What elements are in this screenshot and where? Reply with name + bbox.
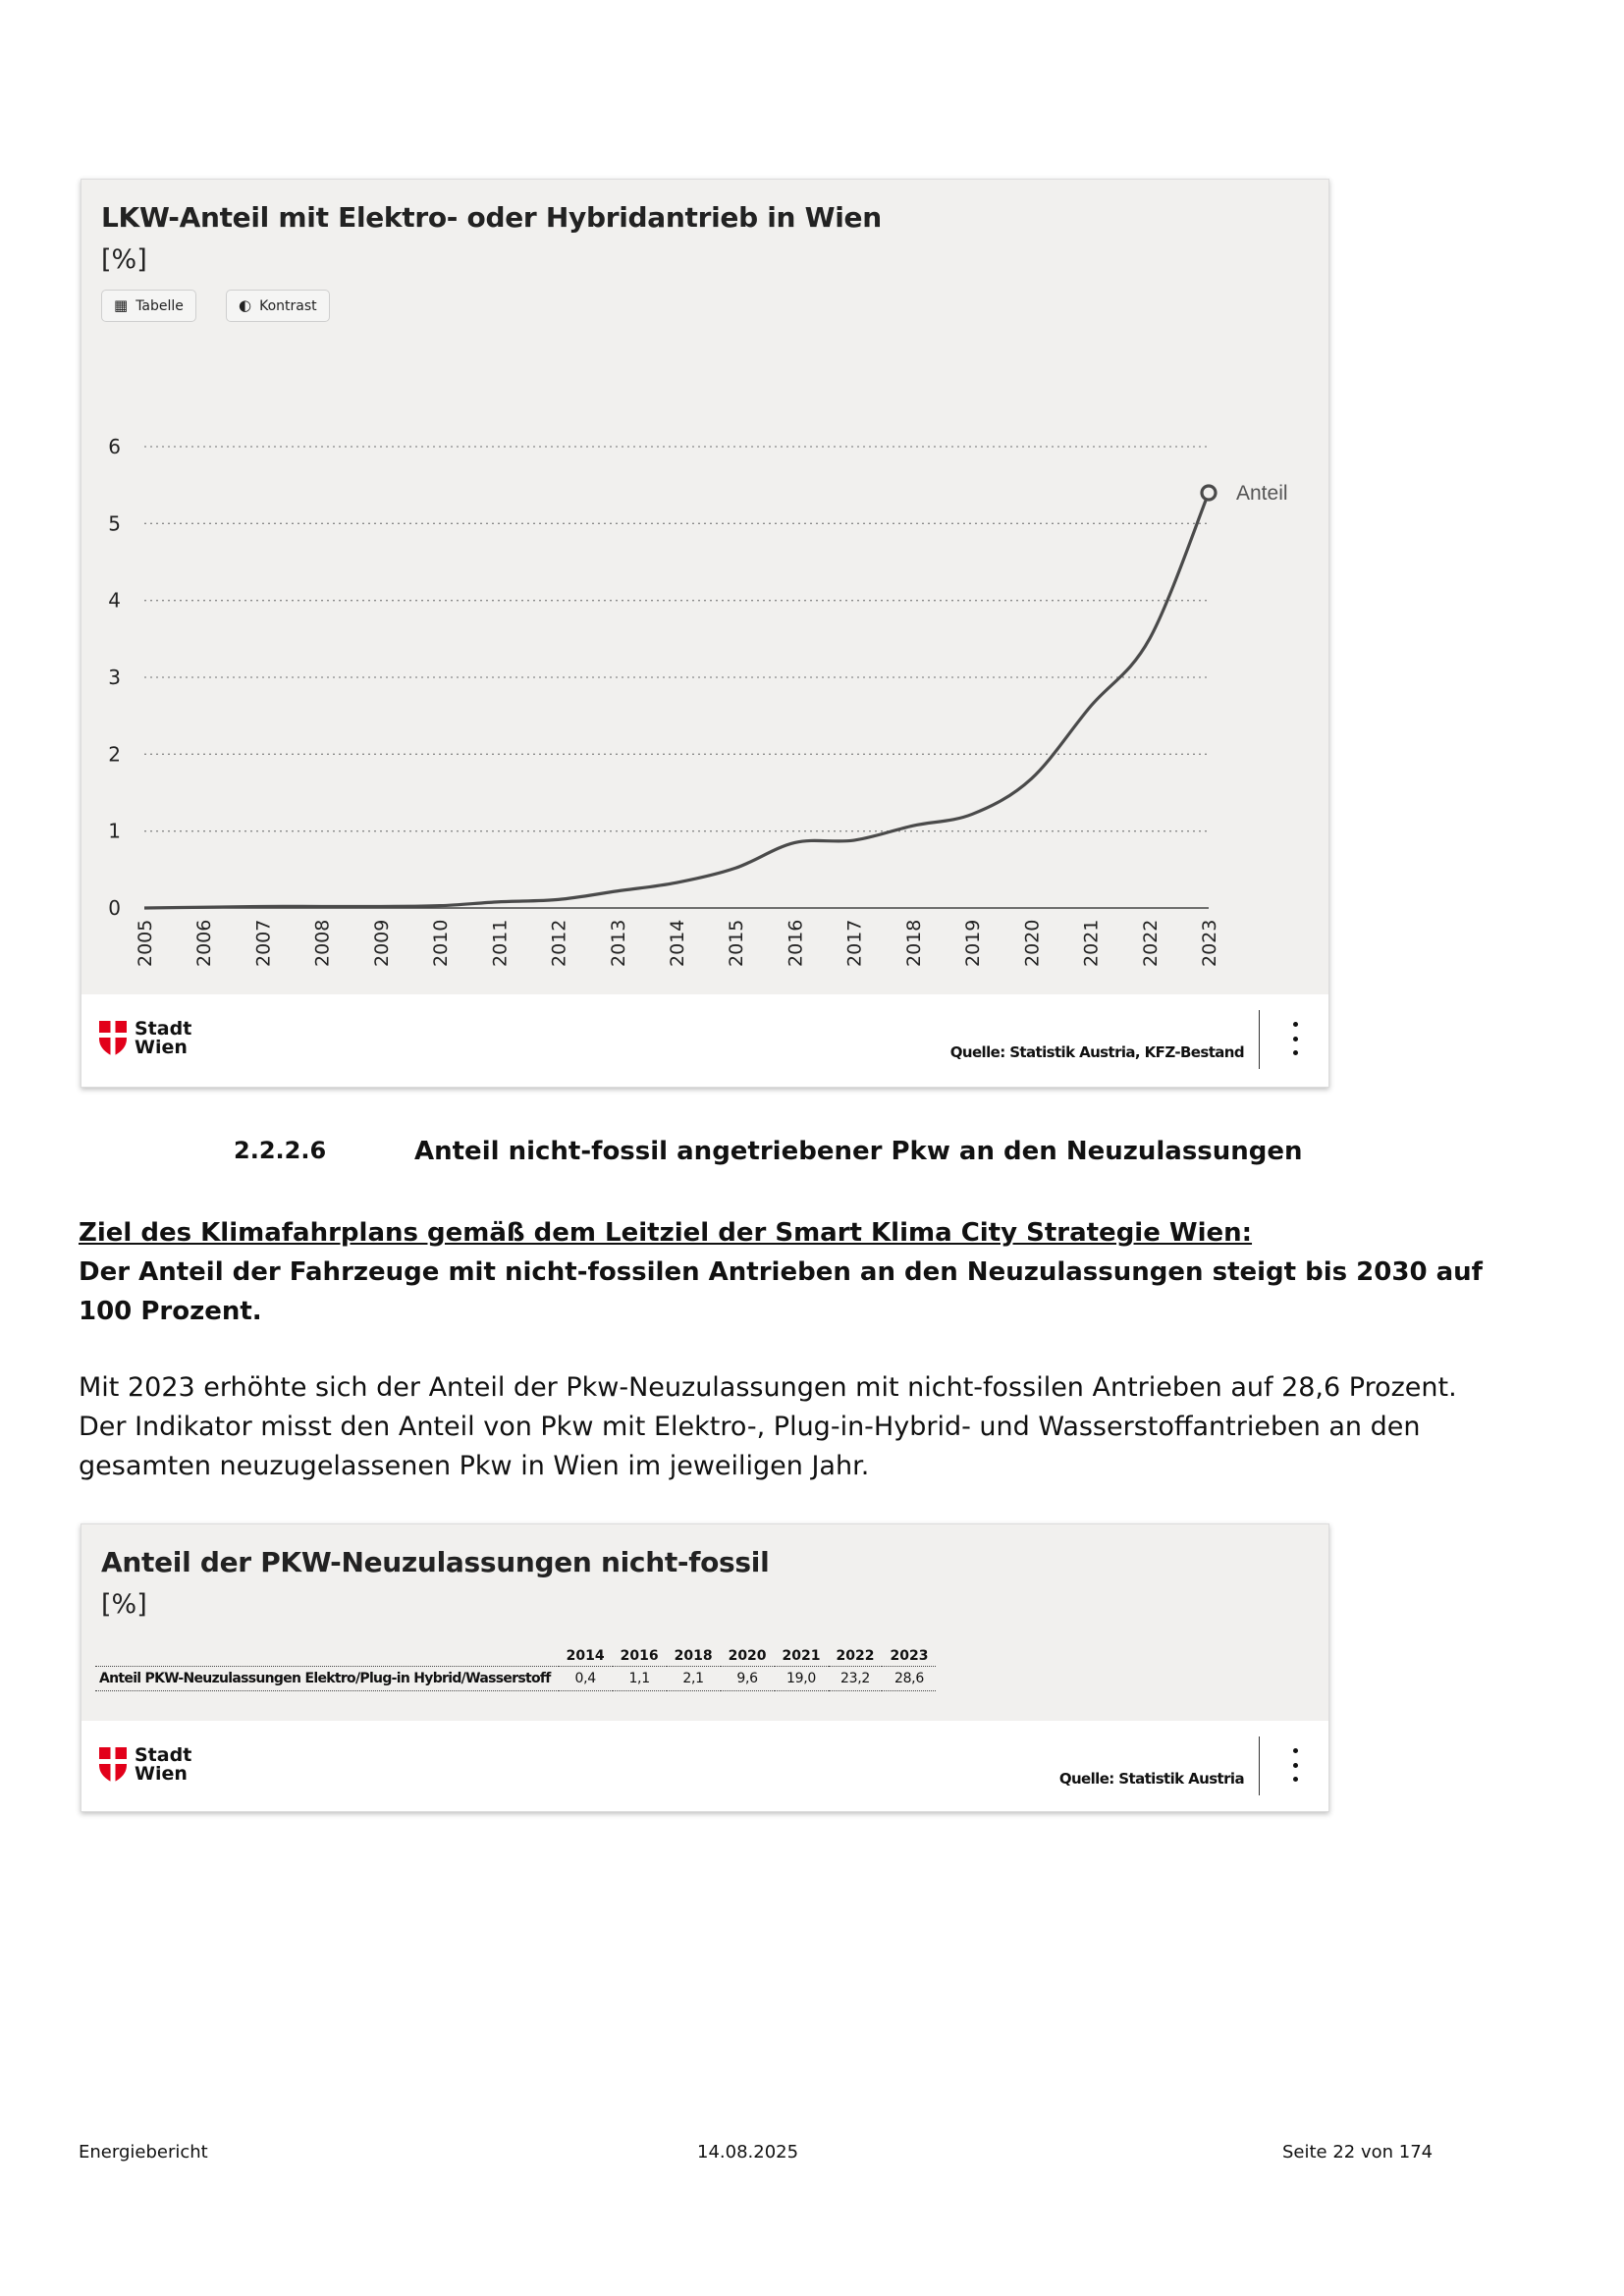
more-options-icon[interactable] [1283, 1744, 1307, 1786]
x-tick-label: 2021 [1080, 919, 1103, 967]
stadt-wien-logo [99, 1746, 191, 1784]
x-tick-label: 2008 [311, 919, 334, 967]
y-tick-label: 2 [108, 742, 121, 767]
y-tick-label: 0 [108, 896, 121, 920]
y-tick-label: 3 [108, 666, 121, 689]
x-tick-label: 2019 [962, 919, 985, 967]
y-tick-label: 1 [108, 819, 121, 843]
x-tick-label: 2012 [548, 919, 570, 967]
footer-divider [1259, 1010, 1260, 1069]
table-cell: 28,6 [893, 1671, 924, 1686]
table-cell: 23,2 [840, 1671, 870, 1686]
table-header-row [95, 1646, 936, 1667]
x-tick-label: 2009 [370, 919, 393, 967]
more-options-icon[interactable] [1283, 1018, 1307, 1059]
table-card-title: Anteil der PKW-Neuzulassungen nicht-fossil [101, 1546, 770, 1578]
y-tick-label: 5 [108, 511, 121, 536]
goal-heading: Ziel des Klimafahrplans gemäß dem Leitziel der Smart Klima City Strategie Wien: [79, 1218, 1253, 1248]
column-header: 2023 [890, 1648, 929, 1664]
y-tick-label: 4 [108, 588, 121, 613]
x-tick-label: 2020 [1021, 919, 1044, 967]
chart-source: Quelle: Statistik Austria, KFZ-Bestand [949, 1043, 1244, 1061]
goal-text-line-2: 100 Prozent. [79, 1297, 262, 1326]
section-number: 2.2.2.6 [234, 1137, 327, 1164]
x-tick-label: 2016 [785, 919, 807, 967]
table-source: Quelle: Statistik Austria [1058, 1770, 1244, 1788]
column-header: 2020 [728, 1648, 767, 1664]
logo-line-1: Stadt [135, 1744, 192, 1766]
footer-page-number: Seite 22 von 174 [1282, 2142, 1434, 2163]
table-card-pkw [81, 1523, 1329, 1812]
table-cell: 1,1 [628, 1671, 650, 1686]
chart-card-lkw [81, 179, 1329, 1088]
table-card-unit: [%] [101, 1589, 147, 1620]
x-tick-label: 2023 [1199, 919, 1220, 967]
table-row [95, 1667, 936, 1691]
logo-line-2: Wien [135, 1763, 188, 1785]
footer-document-name: Energiebericht [79, 2142, 208, 2163]
x-tick-label: 2006 [193, 919, 216, 967]
column-header: 2018 [674, 1648, 713, 1664]
x-tick-label: 2018 [902, 919, 925, 967]
body-paragraph: Mit 2023 erhöhte sich der Anteil der Pkw-Neuzulassungen mit nicht-fossilen Antrieben auf 28,6 Prozent. Der Indikator misst den Anteil von Pkw mit Elektro-, Plug-in-Hybrid- und Wasserstoffantrieben an den gesamten neuzugelassenen Pkw in Wien im jeweiligen Jahr. [79, 1372, 1457, 1481]
table-card-footer [81, 1721, 1328, 1811]
x-tick-label: 2007 [252, 919, 275, 967]
table-cell: 19,0 [786, 1671, 817, 1686]
line-chart [81, 180, 1328, 994]
table-cell: 2,1 [682, 1671, 704, 1686]
logo-line-1: Stadt [135, 1018, 192, 1040]
table-cell: 0,4 [574, 1671, 596, 1686]
column-header: 2021 [782, 1648, 821, 1664]
row-label: Anteil PKW-Neuzulassungen Elektro/Plug-in Hybrid/Wasserstoff [99, 1671, 551, 1686]
wien-shield-icon [99, 1747, 127, 1783]
column-header: 2016 [620, 1648, 659, 1664]
x-tick-label: 2022 [1139, 919, 1162, 967]
y-tick-label: 6 [108, 435, 121, 458]
chart-card-body [81, 180, 1328, 994]
series-line-anteil [144, 493, 1209, 908]
chart-title: LKW-Anteil mit Elektro- oder Hybridantrieb in Wien [101, 201, 882, 234]
series-label-anteil: Anteil [1236, 482, 1288, 505]
wien-shield-icon [99, 1021, 127, 1056]
x-tick-label: 2010 [430, 919, 453, 967]
table-cell: 9,6 [736, 1671, 758, 1686]
stadt-wien-logo [99, 1020, 191, 1057]
contrast-button-label: Kontrast [259, 297, 317, 314]
section-heading [234, 1137, 1303, 1166]
footer-date: 14.08.2025 [697, 2142, 799, 2163]
data-table [95, 1646, 936, 1691]
table-icon: ▦ [114, 296, 129, 314]
goal-statement [79, 1213, 1483, 1331]
footer-divider [1259, 1736, 1260, 1795]
chart-card-footer [81, 994, 1328, 1085]
x-tick-label: 2005 [135, 919, 156, 967]
x-tick-label: 2015 [726, 919, 748, 967]
column-header: 2014 [566, 1648, 605, 1664]
x-tick-label: 2014 [667, 919, 688, 967]
section-title: Anteil nicht-fossil angetriebener Pkw an den Neuzulassungen [414, 1137, 1303, 1166]
logo-line-2: Wien [135, 1037, 188, 1058]
x-tick-label: 2017 [843, 919, 866, 967]
x-tick-label: 2011 [489, 919, 512, 967]
contrast-icon: ◐ [239, 296, 252, 314]
series-endpoint-marker[interactable] [1202, 486, 1216, 500]
column-header: 2022 [836, 1648, 875, 1664]
table-card-body [81, 1524, 1328, 1721]
chart-unit: [%] [101, 244, 147, 275]
table-button-label: Tabelle [135, 297, 184, 314]
x-tick-label: 2013 [607, 919, 629, 967]
goal-text-line-1: Der Anteil der Fahrzeuge mit nicht-fossilen Antrieben an den Neuzulassungen steigt bis 2030 auf [79, 1257, 1483, 1287]
